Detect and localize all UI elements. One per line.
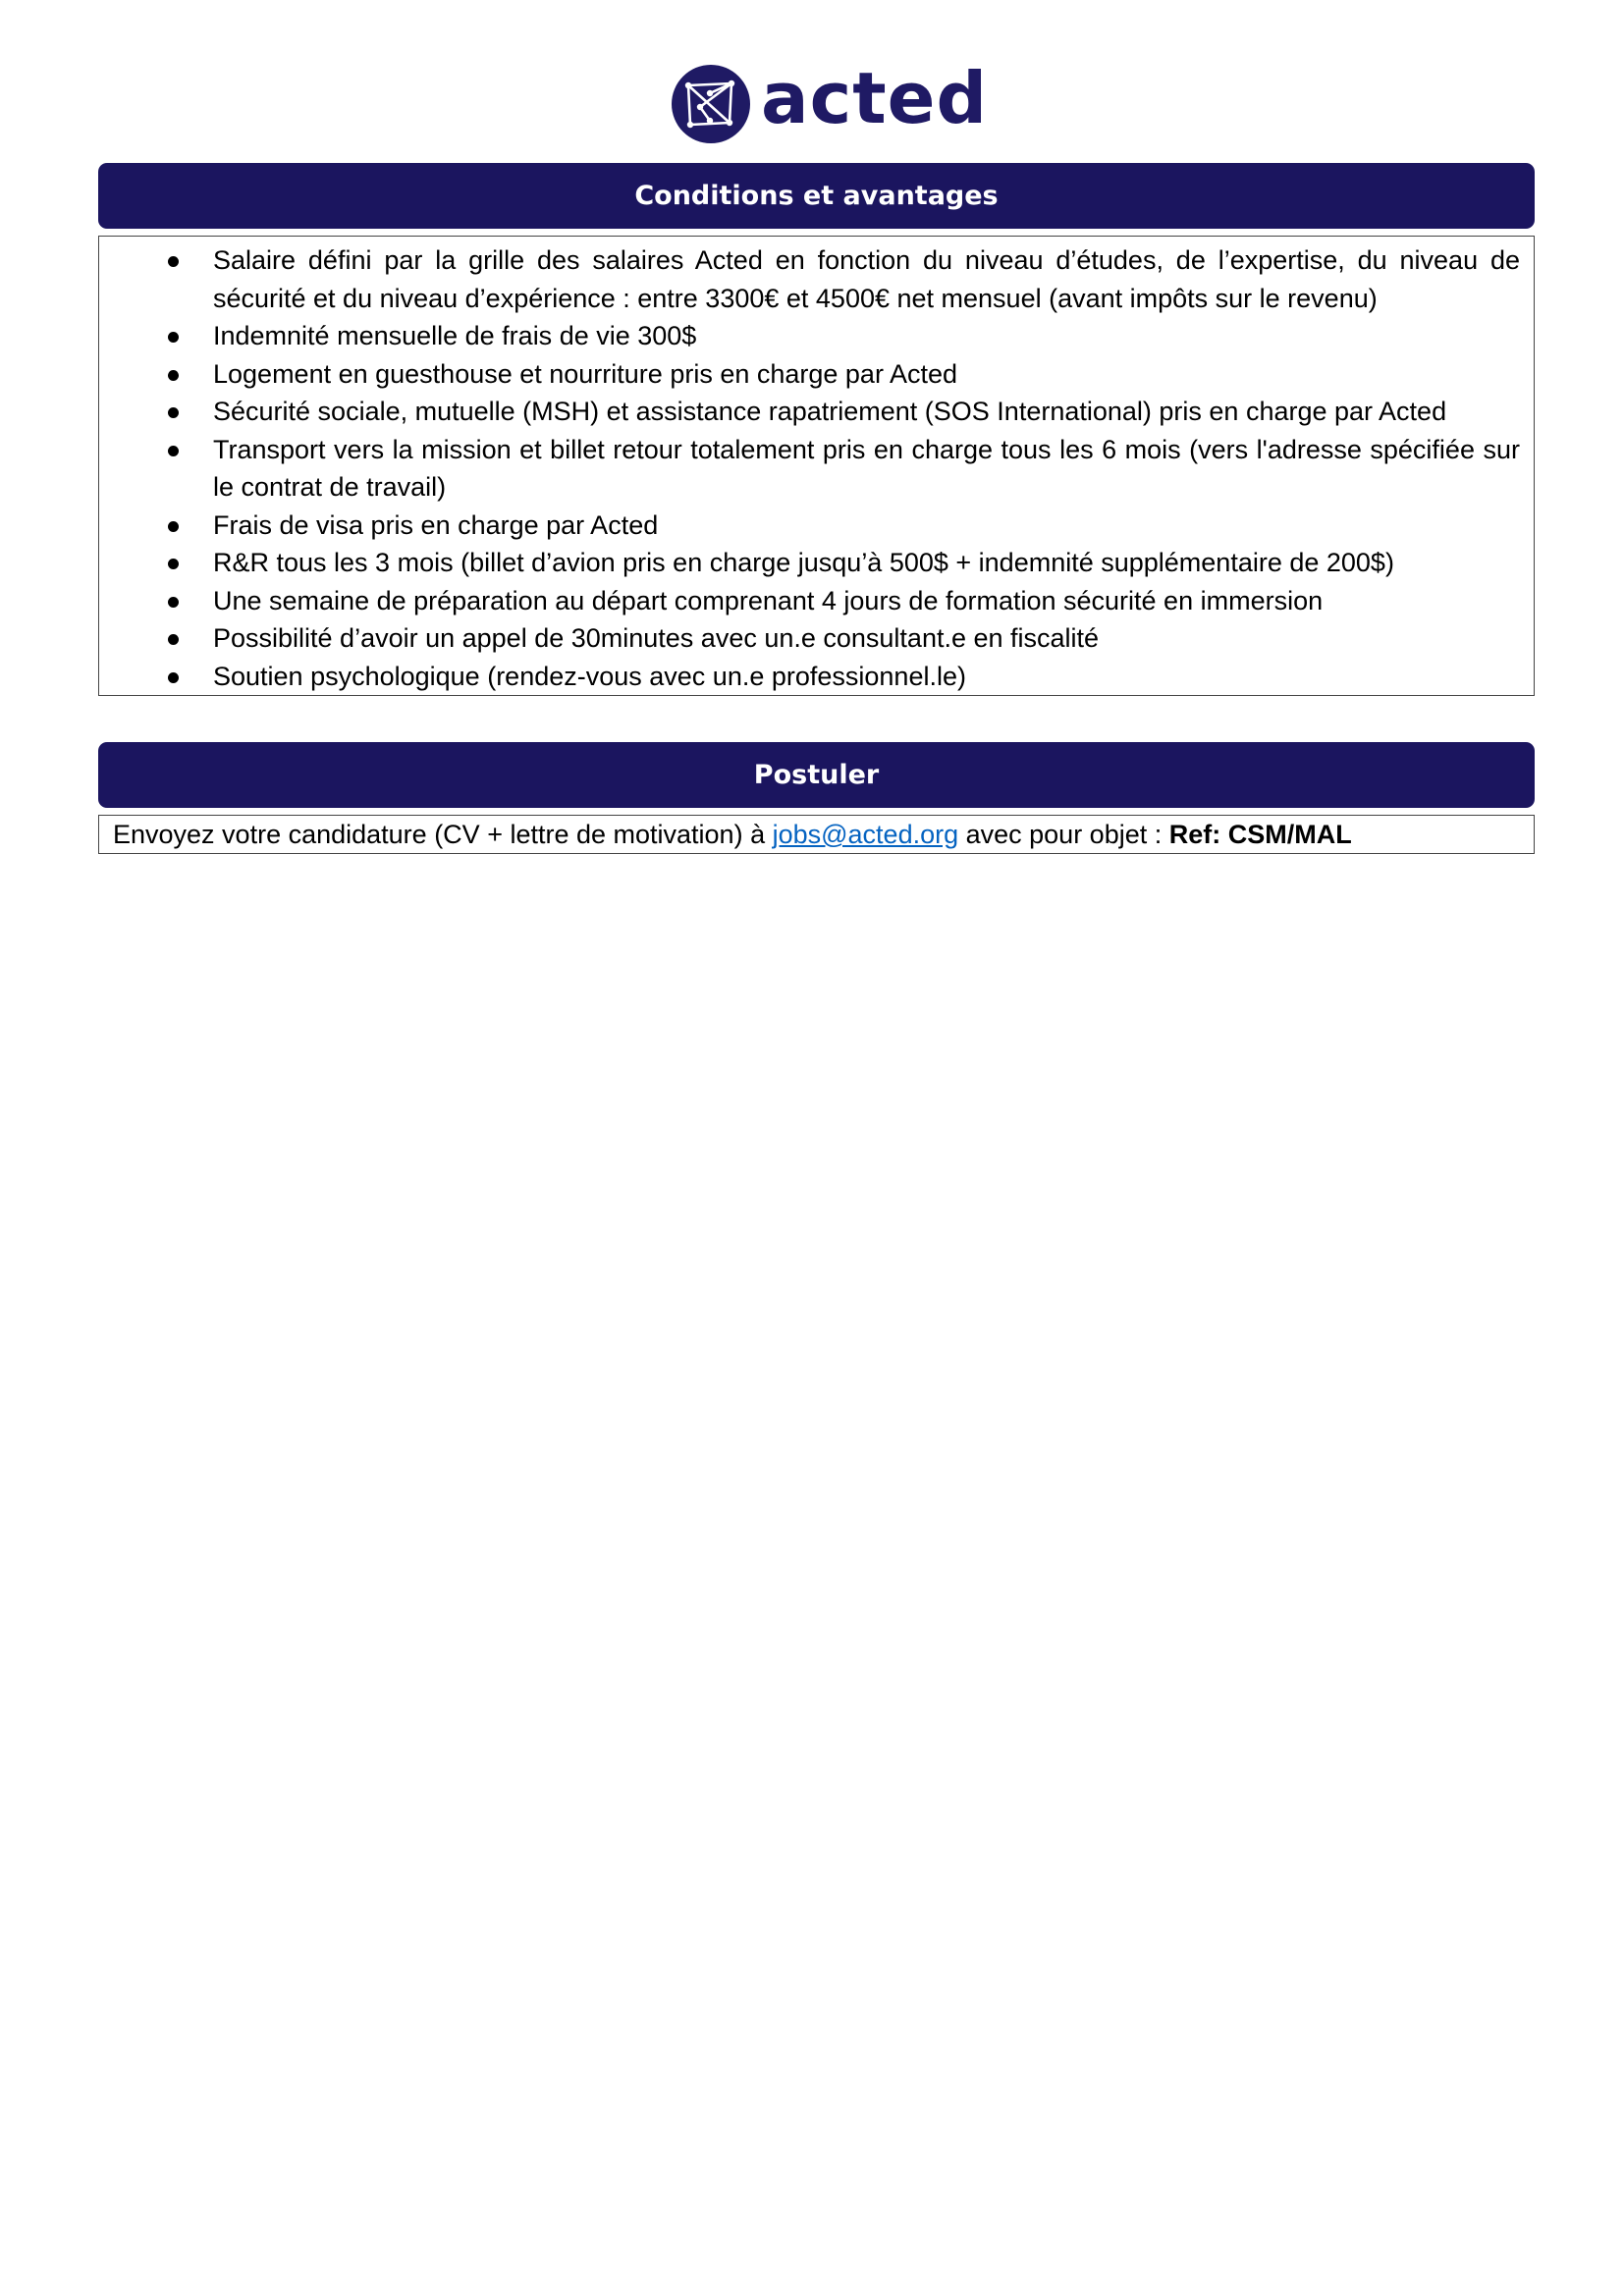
apply-box — [98, 815, 1535, 854]
list-item — [99, 355, 1520, 394]
list-item — [99, 619, 1520, 658]
bullet-icon — [168, 332, 179, 343]
bullet-icon — [168, 597, 179, 608]
bullet-icon — [168, 446, 179, 456]
list-item — [99, 507, 1520, 545]
apply-subject-label: avec pour objet : — [958, 820, 1169, 849]
conditions-header — [98, 163, 1535, 229]
list-item — [99, 393, 1520, 431]
benefit-text: R&R tous les 3 mois (billet d’avion pris en charge jusqu’à 500$ + indemnité supplémentaire de 200$) — [213, 548, 1394, 577]
apply-instructions: Envoyez votre candidature (CV + lettre de motivation) à — [113, 820, 773, 849]
apply-header — [98, 742, 1535, 808]
bullet-icon — [168, 634, 179, 645]
bullet-icon — [168, 559, 179, 569]
apply-title: Postuler — [753, 760, 880, 790]
bullet-icon — [168, 256, 179, 267]
acted-globe-icon — [671, 64, 751, 144]
benefit-text: Sécurité sociale, mutuelle (MSH) et assistance rapatriement (SOS International) pris en charge par Acted — [213, 397, 1447, 426]
conditions-box — [98, 236, 1535, 696]
list-item — [99, 658, 1520, 696]
acted-logo — [671, 57, 989, 147]
benefit-text: Indemnité mensuelle de frais de vie 300$ — [213, 321, 697, 350]
conditions-title: Conditions et avantages — [634, 181, 999, 211]
benefit-text: Logement en guesthouse et nourriture pris en charge par Acted — [213, 358, 957, 389]
reference-code: Ref: CSM/MAL — [1168, 820, 1352, 849]
benefit-text: Soutien psychologique (rendez-vous avec un.e professionnel.le) — [213, 661, 966, 691]
list-item — [99, 317, 1520, 355]
list-item — [99, 582, 1520, 620]
benefit-text: Transport vers la mission et billet retour totalement pris en charge tous les 6 mois (vers l'adresse spécifiée sur le contrat de travail) — [213, 434, 1520, 502]
benefit-text: Frais de visa pris en charge par Acted — [213, 509, 659, 540]
benefits-list — [99, 241, 1520, 695]
bullet-icon — [168, 672, 179, 683]
list-item — [99, 544, 1520, 582]
bullet-icon — [168, 521, 179, 532]
benefit-text: Salaire défini par la grille des salaires Acted en fonction du niveau d’études, de l’expertise, du niveau de sécurité et du niveau d’expérience : entre 3300€ et 4500€ net mensuel (avant impôts sur le revenu) — [213, 245, 1520, 313]
benefit-text: Possibilité d’avoir un appel de 30minutes avec un.e consultant.e en fiscalité — [213, 623, 1100, 653]
bullet-icon — [168, 407, 179, 418]
list-item — [99, 431, 1520, 507]
list-item — [99, 241, 1520, 317]
benefit-text: Une semaine de préparation au départ comprenant 4 jours de formation sécurité en immersion — [213, 585, 1324, 615]
acted-wordmark: acted — [761, 57, 989, 139]
bullet-icon — [168, 370, 179, 381]
email-link[interactable]: jobs@acted.org — [772, 820, 959, 849]
